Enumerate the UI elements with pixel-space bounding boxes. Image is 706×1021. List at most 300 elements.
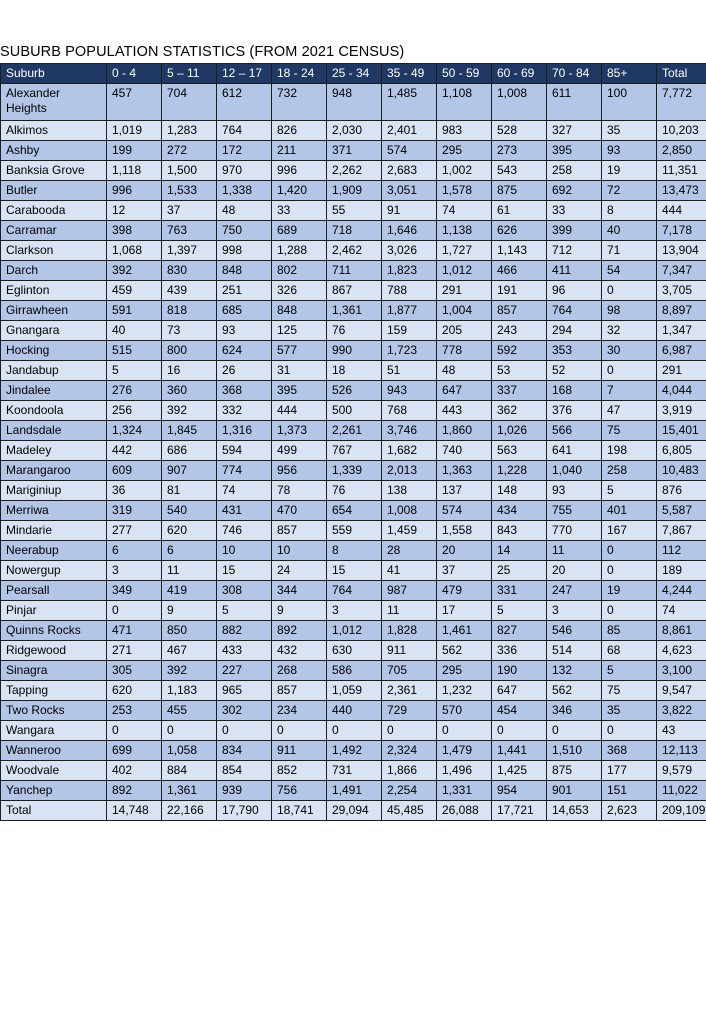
- population-cell: 30: [602, 341, 657, 361]
- population-cell: 319: [107, 501, 162, 521]
- suburb-name-cell: Landsdale: [1, 421, 107, 441]
- table-row: [1, 641, 706, 661]
- population-cell: 336: [492, 641, 547, 661]
- suburb-name-cell: Koondoola: [1, 401, 107, 421]
- population-cell: 1,845: [162, 421, 217, 441]
- population-cell: 276: [107, 381, 162, 401]
- population-cell: 36: [107, 481, 162, 501]
- population-cell: 15: [217, 561, 272, 581]
- population-cell: 20: [437, 541, 492, 561]
- population-cell: 647: [492, 681, 547, 701]
- population-cell: 247: [547, 581, 602, 601]
- table-row: [1, 721, 706, 741]
- population-cell: 1,316: [217, 421, 272, 441]
- population-cell: 1,461: [437, 621, 492, 641]
- population-cell: 611: [547, 84, 602, 121]
- table-row: [1, 541, 706, 561]
- population-cell: 349: [107, 581, 162, 601]
- suburb-name-cell: Ashby: [1, 141, 107, 161]
- population-cell: 28: [382, 541, 437, 561]
- population-cell: 1,459: [382, 521, 437, 541]
- population-cell: 562: [547, 681, 602, 701]
- population-cell: 344: [272, 581, 327, 601]
- suburb-name-cell: Wangara: [1, 721, 107, 741]
- population-cell: 1,059: [327, 681, 382, 701]
- population-cell: 1,373: [272, 421, 327, 441]
- population-cell: 3,822: [657, 701, 706, 721]
- population-cell: 444: [272, 401, 327, 421]
- population-cell: 9: [162, 601, 217, 621]
- population-cell: 470: [272, 501, 327, 521]
- population-cell: 9,579: [657, 761, 706, 781]
- suburb-name-cell: Woodvale: [1, 761, 107, 781]
- population-cell: 85: [602, 621, 657, 641]
- population-cell: 6: [107, 541, 162, 561]
- population-cell: 685: [217, 301, 272, 321]
- population-cell: 137: [437, 481, 492, 501]
- population-cell: 168: [547, 381, 602, 401]
- population-cell: 4,044: [657, 381, 706, 401]
- population-cell: 892: [107, 781, 162, 801]
- population-cell: 454: [492, 701, 547, 721]
- population-cell: 14: [492, 541, 547, 561]
- population-cell: 1,058: [162, 741, 217, 761]
- population-cell: 159: [382, 321, 437, 341]
- population-cell: 15: [327, 561, 382, 581]
- population-cell: 857: [272, 681, 327, 701]
- population-cell: 9: [272, 601, 327, 621]
- population-cell: 1,288: [272, 241, 327, 261]
- population-cell: 990: [327, 341, 382, 361]
- population-cell: 47: [602, 401, 657, 421]
- population-cell: 528: [492, 121, 547, 141]
- suburb-name-cell: Clarkson: [1, 241, 107, 261]
- population-cell: 3,746: [382, 421, 437, 441]
- population-cell: 268: [272, 661, 327, 681]
- population-cell: 98: [602, 301, 657, 321]
- population-cell: 5: [602, 481, 657, 501]
- population-cell: 1,361: [162, 781, 217, 801]
- table-row: [1, 121, 706, 141]
- population-cell: 7,867: [657, 521, 706, 541]
- population-cell: 543: [492, 161, 547, 181]
- population-cell: 12: [107, 201, 162, 221]
- population-cell: 26: [217, 361, 272, 381]
- population-cell: 577: [272, 341, 327, 361]
- population-cell: 167: [602, 521, 657, 541]
- population-cell: 764: [547, 301, 602, 321]
- population-cell: 1,012: [327, 621, 382, 641]
- population-cell: 19: [602, 161, 657, 181]
- table-row: [1, 381, 706, 401]
- population-cell: 750: [217, 221, 272, 241]
- population-cell: 258: [547, 161, 602, 181]
- table-row: [1, 181, 706, 201]
- population-cell: 2,683: [382, 161, 437, 181]
- population-cell: 740: [437, 441, 492, 461]
- population-cell: 704: [162, 84, 217, 121]
- suburb-name-cell: Carramar: [1, 221, 107, 241]
- table-row: [1, 561, 706, 581]
- population-cell: 467: [162, 641, 217, 661]
- population-cell: 546: [547, 621, 602, 641]
- total-value-cell: 209,109: [657, 801, 706, 821]
- population-cell: 574: [382, 141, 437, 161]
- population-cell: 431: [217, 501, 272, 521]
- population-cell: 1,877: [382, 301, 437, 321]
- population-cell: 1,558: [437, 521, 492, 541]
- population-cell: 1,339: [327, 461, 382, 481]
- population-cell: 471: [107, 621, 162, 641]
- table-row: [1, 661, 706, 681]
- population-cell: 1,232: [437, 681, 492, 701]
- population-cell: 609: [107, 461, 162, 481]
- population-cell: 7,347: [657, 261, 706, 281]
- population-cell: 294: [547, 321, 602, 341]
- table-row: [1, 241, 706, 261]
- population-cell: 591: [107, 301, 162, 321]
- population-cell: 11,351: [657, 161, 706, 181]
- population-cell: 802: [272, 261, 327, 281]
- population-cell: 830: [162, 261, 217, 281]
- table-row: [1, 701, 706, 721]
- population-cell: 499: [272, 441, 327, 461]
- population-cell: 746: [217, 521, 272, 541]
- population-cell: 411: [547, 261, 602, 281]
- total-value-cell: 14,653: [547, 801, 602, 821]
- population-cell: 277: [107, 521, 162, 541]
- suburb-name-cell: Girrawheen: [1, 301, 107, 321]
- table-row: [1, 601, 706, 621]
- population-cell: 459: [107, 281, 162, 301]
- population-cell: 563: [492, 441, 547, 461]
- population-cell: 256: [107, 401, 162, 421]
- population-cell: 211: [272, 141, 327, 161]
- table-row: [1, 301, 706, 321]
- population-cell: 253: [107, 701, 162, 721]
- population-cell: 0: [107, 721, 162, 741]
- population-cell: 6,987: [657, 341, 706, 361]
- suburb-name-cell: Hocking: [1, 341, 107, 361]
- population-cell: 3,100: [657, 661, 706, 681]
- population-cell: 55: [327, 201, 382, 221]
- population-cell: 302: [217, 701, 272, 721]
- population-cell: 272: [162, 141, 217, 161]
- population-cell: 1,420: [272, 181, 327, 201]
- population-cell: 35: [602, 701, 657, 721]
- population-cell: 8: [327, 541, 382, 561]
- population-cell: 443: [437, 401, 492, 421]
- population-cell: 1,283: [162, 121, 217, 141]
- population-cell: 402: [107, 761, 162, 781]
- population-cell: 3,026: [382, 241, 437, 261]
- population-cell: 1,068: [107, 241, 162, 261]
- total-value-cell: 14,748: [107, 801, 162, 821]
- population-cell: 943: [382, 381, 437, 401]
- population-cell: 43: [657, 721, 706, 741]
- population-cell: 91: [382, 201, 437, 221]
- population-cell: 911: [272, 741, 327, 761]
- population-cell: 291: [437, 281, 492, 301]
- population-cell: 398: [107, 221, 162, 241]
- column-header-85: 85+: [602, 64, 657, 84]
- population-cell: 74: [217, 481, 272, 501]
- suburb-name-cell: Darch: [1, 261, 107, 281]
- population-cell: 148: [492, 481, 547, 501]
- population-cell: 442: [107, 441, 162, 461]
- total-value-cell: 26,088: [437, 801, 492, 821]
- table-row: [1, 84, 706, 121]
- population-cell: 40: [602, 221, 657, 241]
- population-cell: 37: [162, 201, 217, 221]
- table-row: [1, 361, 706, 381]
- total-value-cell: 29,094: [327, 801, 382, 821]
- total-value-cell: 2,623: [602, 801, 657, 821]
- population-cell: 641: [547, 441, 602, 461]
- population-cell: 8,861: [657, 621, 706, 641]
- population-cell: 654: [327, 501, 382, 521]
- population-cell: 729: [382, 701, 437, 721]
- population-cell: 72: [602, 181, 657, 201]
- population-cell: 1,331: [437, 781, 492, 801]
- population-cell: 774: [217, 461, 272, 481]
- population-cell: 875: [492, 181, 547, 201]
- population-cell: 93: [217, 321, 272, 341]
- population-cell: 291: [657, 361, 706, 381]
- population-cell: 848: [217, 261, 272, 281]
- population-cell: 857: [492, 301, 547, 321]
- table-body: [1, 84, 706, 801]
- population-cell: 0: [547, 721, 602, 741]
- table-row: [1, 461, 706, 481]
- column-header-35-49: 35 - 49: [382, 64, 437, 84]
- table-row: [1, 321, 706, 341]
- population-cell: 692: [547, 181, 602, 201]
- population-cell: 368: [602, 741, 657, 761]
- population-cell: 8: [602, 201, 657, 221]
- population-cell: 0: [327, 721, 382, 741]
- population-cell: 712: [547, 241, 602, 261]
- table-row: [1, 581, 706, 601]
- population-cell: 177: [602, 761, 657, 781]
- population-cell: 987: [382, 581, 437, 601]
- population-cell: 68: [602, 641, 657, 661]
- population-cell: 395: [272, 381, 327, 401]
- population-cell: 686: [162, 441, 217, 461]
- population-cell: 852: [272, 761, 327, 781]
- population-cell: 11: [382, 601, 437, 621]
- population-cell: 440: [327, 701, 382, 721]
- population-cell: 1,324: [107, 421, 162, 441]
- population-cell: 11: [162, 561, 217, 581]
- population-cell: 5: [217, 601, 272, 621]
- population-cell: 31: [272, 361, 327, 381]
- population-cell: 172: [217, 141, 272, 161]
- population-cell: 2,324: [382, 741, 437, 761]
- population-cell: 689: [272, 221, 327, 241]
- population-cell: 73: [162, 321, 217, 341]
- population-cell: 0: [107, 601, 162, 621]
- population-table: [0, 63, 706, 821]
- population-cell: 371: [327, 141, 382, 161]
- suburb-name-cell: Wanneroo: [1, 741, 107, 761]
- population-cell: 983: [437, 121, 492, 141]
- suburb-name-cell: Madeley: [1, 441, 107, 461]
- population-cell: 514: [547, 641, 602, 661]
- population-cell: 843: [492, 521, 547, 541]
- suburb-name-cell: Two Rocks: [1, 701, 107, 721]
- population-cell: 33: [547, 201, 602, 221]
- population-cell: 1,828: [382, 621, 437, 641]
- population-cell: 9,547: [657, 681, 706, 701]
- population-cell: 0: [602, 561, 657, 581]
- population-cell: 189: [657, 561, 706, 581]
- total-value-cell: 22,166: [162, 801, 217, 821]
- population-cell: 93: [547, 481, 602, 501]
- population-cell: 466: [492, 261, 547, 281]
- population-cell: 788: [382, 281, 437, 301]
- population-cell: 198: [602, 441, 657, 461]
- population-cell: 901: [547, 781, 602, 801]
- suburb-name-cell: Merriwa: [1, 501, 107, 521]
- population-cell: 620: [107, 681, 162, 701]
- population-cell: 191: [492, 281, 547, 301]
- population-cell: 7: [602, 381, 657, 401]
- population-cell: 1,723: [382, 341, 437, 361]
- population-cell: 630: [327, 641, 382, 661]
- suburb-name-cell: Alkimos: [1, 121, 107, 141]
- page-title: SUBURB POPULATION STATISTICS (FROM 2021 CENSUS): [0, 44, 405, 60]
- total-value-cell: 45,485: [382, 801, 437, 821]
- population-cell: 353: [547, 341, 602, 361]
- population-cell: 2,361: [382, 681, 437, 701]
- total-value-cell: 17,721: [492, 801, 547, 821]
- population-cell: 1,860: [437, 421, 492, 441]
- population-cell: 2,013: [382, 461, 437, 481]
- population-cell: 592: [492, 341, 547, 361]
- population-cell: 125: [272, 321, 327, 341]
- population-cell: 76: [327, 321, 382, 341]
- population-cell: 1,338: [217, 181, 272, 201]
- population-cell: 1,909: [327, 181, 382, 201]
- population-cell: 5,587: [657, 501, 706, 521]
- population-cell: 763: [162, 221, 217, 241]
- population-cell: 1,118: [107, 161, 162, 181]
- column-header-5-11: 5 – 11: [162, 64, 217, 84]
- population-cell: 911: [382, 641, 437, 661]
- population-cell: 331: [492, 581, 547, 601]
- population-cell: 368: [217, 381, 272, 401]
- population-cell: 1,510: [547, 741, 602, 761]
- population-cell: 778: [437, 341, 492, 361]
- population-cell: 5: [492, 601, 547, 621]
- population-cell: 51: [382, 361, 437, 381]
- population-cell: 132: [547, 661, 602, 681]
- population-cell: 18: [327, 361, 382, 381]
- population-cell: 3: [107, 561, 162, 581]
- population-cell: 78: [272, 481, 327, 501]
- population-cell: 540: [162, 501, 217, 521]
- population-cell: 455: [162, 701, 217, 721]
- table-row: [1, 681, 706, 701]
- population-cell: 0: [492, 721, 547, 741]
- population-cell: 1,823: [382, 261, 437, 281]
- table-header-row: [1, 64, 706, 84]
- population-cell: 0: [602, 601, 657, 621]
- population-cell: 559: [327, 521, 382, 541]
- population-cell: 61: [492, 201, 547, 221]
- population-cell: 234: [272, 701, 327, 721]
- suburb-name-cell: Pearsall: [1, 581, 107, 601]
- population-cell: 33: [272, 201, 327, 221]
- table-row: [1, 501, 706, 521]
- population-cell: 305: [107, 661, 162, 681]
- population-cell: 1,578: [437, 181, 492, 201]
- population-cell: 1,228: [492, 461, 547, 481]
- population-cell: 954: [492, 781, 547, 801]
- population-cell: 41: [382, 561, 437, 581]
- population-cell: 827: [492, 621, 547, 641]
- population-cell: 100: [602, 84, 657, 121]
- population-cell: 5: [602, 661, 657, 681]
- population-cell: 1,491: [327, 781, 382, 801]
- table-row: [1, 421, 706, 441]
- population-cell: 434: [492, 501, 547, 521]
- table-row: [1, 221, 706, 241]
- population-cell: 13,904: [657, 241, 706, 261]
- suburb-name-cell: Ridgewood: [1, 641, 107, 661]
- population-cell: 711: [327, 261, 382, 281]
- population-cell: 1,361: [327, 301, 382, 321]
- population-cell: 612: [217, 84, 272, 121]
- population-cell: 956: [272, 461, 327, 481]
- population-cell: 138: [382, 481, 437, 501]
- population-cell: 875: [547, 761, 602, 781]
- suburb-name-cell: Carabooda: [1, 201, 107, 221]
- population-cell: 1,500: [162, 161, 217, 181]
- population-cell: 1,682: [382, 441, 437, 461]
- population-cell: 457: [107, 84, 162, 121]
- population-cell: 432: [272, 641, 327, 661]
- suburb-name-cell: Gnangara: [1, 321, 107, 341]
- population-cell: 620: [162, 521, 217, 541]
- column-header-70-84: 70 - 84: [547, 64, 602, 84]
- population-cell: 767: [327, 441, 382, 461]
- population-cell: 768: [382, 401, 437, 421]
- table-row: [1, 281, 706, 301]
- population-cell: 376: [547, 401, 602, 421]
- population-cell: 1,019: [107, 121, 162, 141]
- population-cell: 1,441: [492, 741, 547, 761]
- population-cell: 295: [437, 661, 492, 681]
- population-cell: 1,002: [437, 161, 492, 181]
- population-cell: 10,483: [657, 461, 706, 481]
- table-row: [1, 201, 706, 221]
- population-cell: 3,705: [657, 281, 706, 301]
- population-cell: 0: [602, 541, 657, 561]
- population-cell: 1,138: [437, 221, 492, 241]
- population-cell: 360: [162, 381, 217, 401]
- population-cell: 251: [217, 281, 272, 301]
- population-cell: 770: [547, 521, 602, 541]
- population-cell: 1,143: [492, 241, 547, 261]
- population-cell: 392: [107, 261, 162, 281]
- table-row: [1, 401, 706, 421]
- population-cell: 362: [492, 401, 547, 421]
- population-cell: 74: [437, 201, 492, 221]
- total-value-cell: 18,741: [272, 801, 327, 821]
- population-cell: 699: [107, 741, 162, 761]
